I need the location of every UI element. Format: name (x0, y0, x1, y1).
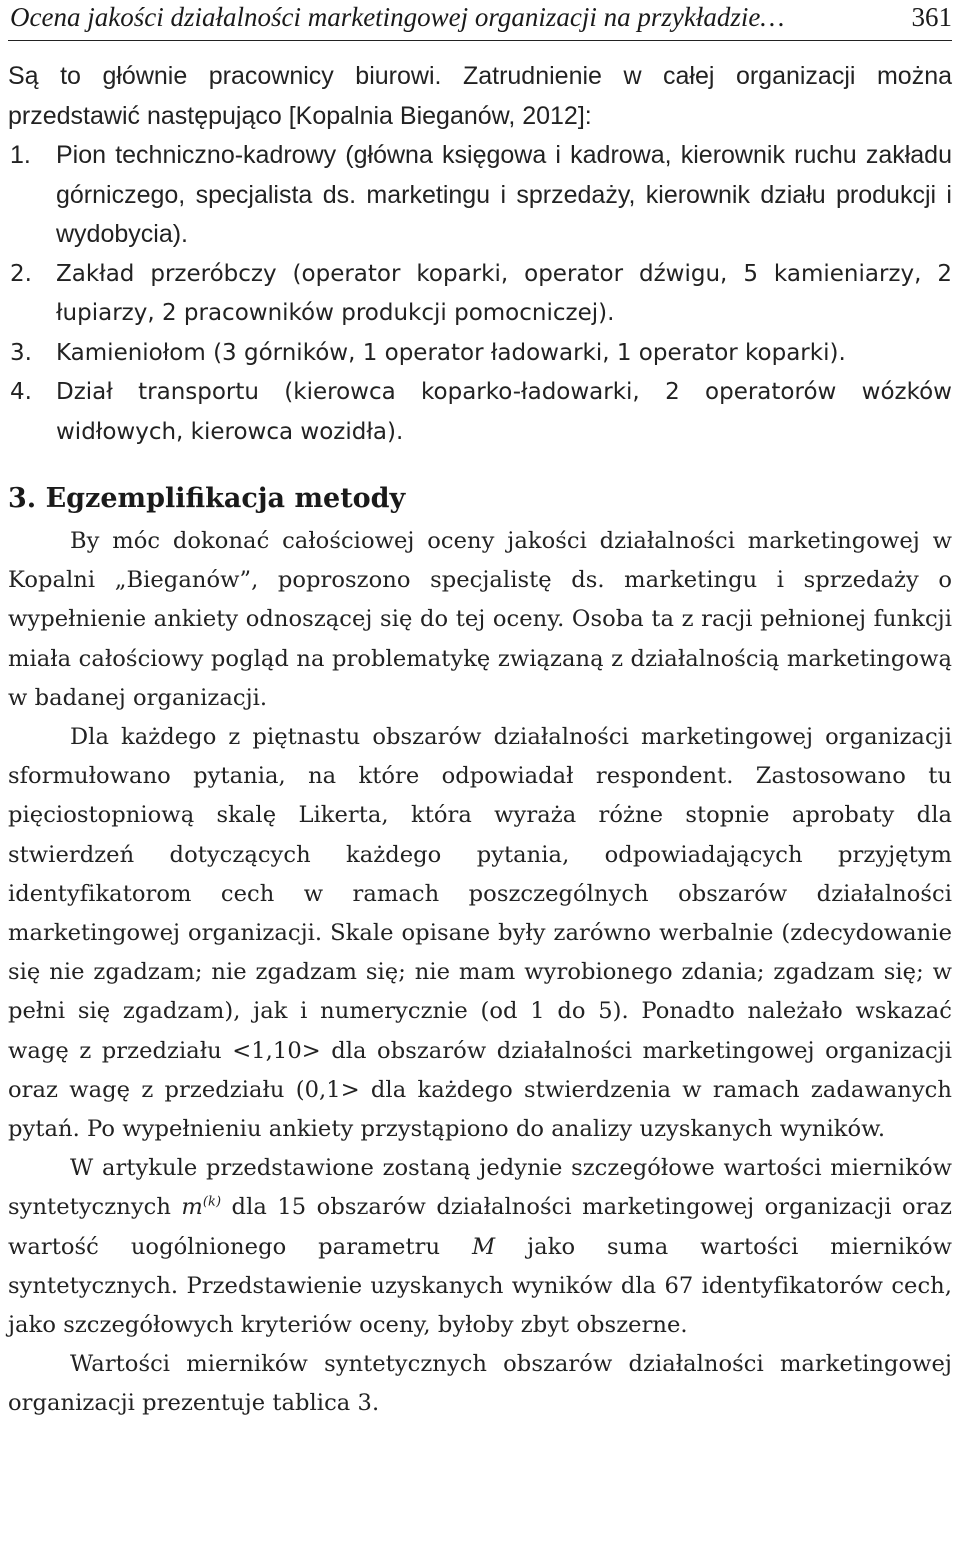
list-item-text: Pion techniczno-kadrowy (główna księgowa i kadrowa, kierownik ruchu zakładu górniczego, specjalista ds. marketingu i sprzedaży, kierownik działu produkcji i wydobycia). (56, 141, 952, 248)
paragraph-3-part-b: dla 15 obszarów działalności marketingowej organizacji oraz wartość uogólnionego parametru (8, 1194, 953, 1260)
paragraph-3-part-c: jako suma wartości mierników syntetycznych. Przedstawienie uzyskanych wyników dla 67 identyfikatorów cech, jako szczegółowych kryteriów oceny, byłoby zbyt obszerne. (8, 1233, 952, 1339)
paragraph-3 (8, 1149, 952, 1345)
department-list-continued (8, 255, 952, 453)
document-page (8, 0, 952, 1424)
list-item (8, 334, 952, 374)
list-item (8, 255, 952, 334)
list-item (8, 373, 952, 452)
header-title: Ocena jakości działalności marketingowej organizacji na przykładzie… (10, 2, 785, 32)
section-heading: 3. Egzemplifikacja metody (8, 483, 406, 514)
symbol-m: m (181, 1194, 203, 1221)
list-item-number: 3. (10, 339, 32, 366)
list-item-text: Zakład przeróbczy (operator koparki, operator dźwigu, 5 kamieniarzy, 2 łupiarzy, 2 pracowników produkcji pomocniczej). (56, 260, 952, 326)
list-item-text: Dział transportu (kierowca koparko-ładowarki, 2 operatorów wózków widłowych, kierowca wozidła). (56, 379, 952, 445)
list-item-number: 4. (10, 379, 32, 405)
page-number: 361 (911, 2, 952, 32)
paragraph-3-part-a: W artykule przedstawione zostaną jedynie szczegółowe wartości mierników syntetycznych (8, 1155, 952, 1221)
list-item-number: 1. (10, 141, 31, 169)
paragraph-2: Dla każdego z piętnastu obszarów działalności marketingowej organizacji sformułowano pytania, na które odpowiadał respondent. Zastosowano tu pięciostopniową skalę Likerta, która wyraża różne stopnie aprobaty dla stwierdzeń dotyczących każdego pytania, odpowiadających przyjętym identyfikatorom cech w ramach poszczególnych obszarów działalności marketingowej organizacji. Skale opisane były zarówno werbalnie (zdecydowanie się nie zgadzam; nie zgadzam się; nie mam wyrobionego zdania; zgadzam się; w pełni się zgadzam), jak i numerycznie (od 1 do 5). Ponadto należało wskazać wagę z przedziału <1,10> dla obszarów działalności marketingowej organizacji oraz wagę z przedziału (0,1> dla każdego stwierdzenia w ramach zadawanych pytań. Po wypełnieniu ankiety przystąpiono do analizy uzyskanych wyników. (8, 724, 952, 1143)
list-item (8, 136, 952, 255)
list-item-number: 2. (10, 260, 32, 287)
running-header (8, 0, 952, 41)
list-item-text: Kamieniołom (3 górników, 1 operator ładowarki, 1 operator koparki). (56, 339, 846, 366)
superscript-k: (k) (202, 1194, 222, 1210)
paragraph-1: By móc dokonać całościowej oceny jakości działalności marketingowej w Kopalni „Bieganów”, poproszono specjalistę ds. marketingu i sprzedaży o wypełnienie ankiety odnoszącej się do tej oceny. Osoba ta z racji pełnionej funkcji miała całościowy pogląd na problematykę związaną z działalnością marketingową w badanej organizacji. (8, 528, 952, 711)
paragraph-4: Wartości mierników syntetycznych obszarów działalności marketingowej organizacji prezentuje tablica 3. (8, 1351, 952, 1417)
intro-paragraph (8, 57, 952, 136)
intro-text: Są to głównie pracownicy biurowi. Zatrudnienie w całej organizacji można przedstawić następująco [Kopalnia Bieganów, 2012]: (8, 62, 952, 130)
symbol-M: M (472, 1233, 496, 1260)
department-list (8, 136, 952, 255)
